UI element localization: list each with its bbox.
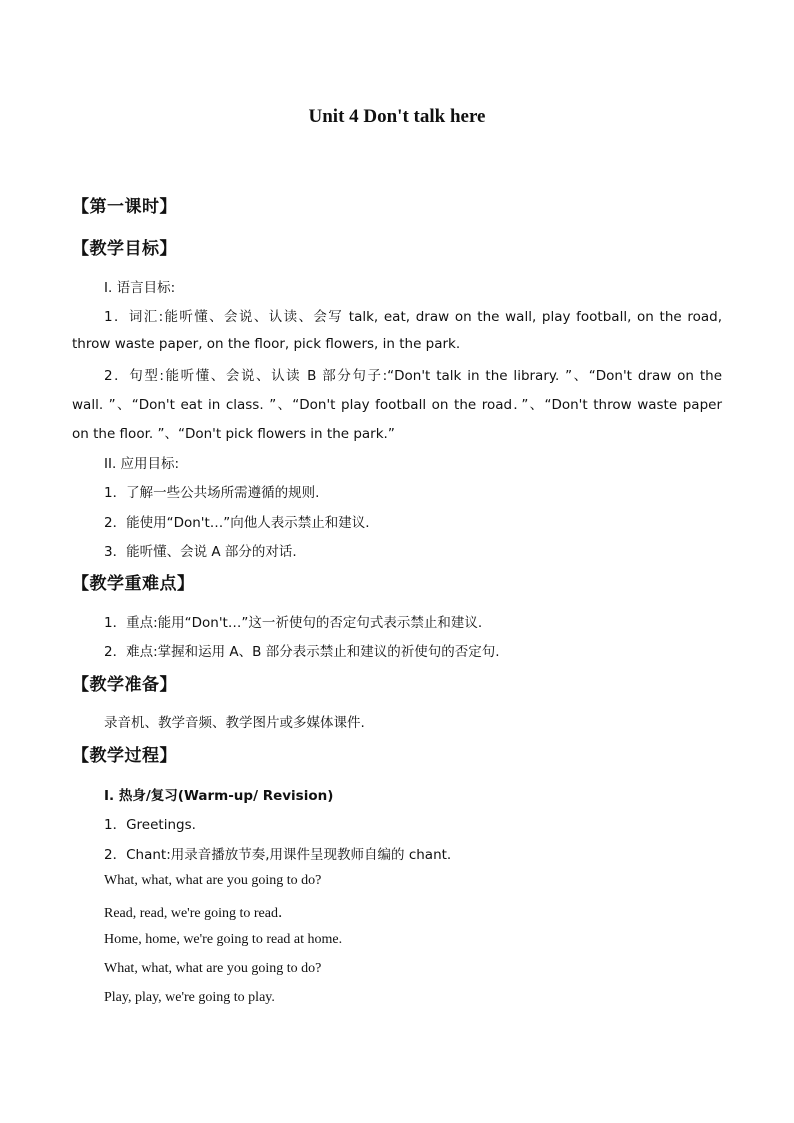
key-point-item: 1．重点:能用“Don't…”这一祈使句的否定句式表示禁止和建议. — [104, 615, 483, 631]
page-title: Unit 4 Don't talk here — [308, 106, 486, 127]
heading-prep: 【教学准备】 — [72, 675, 177, 695]
language-goals-title: I. 语言目标: — [104, 280, 176, 296]
chant-line: What, what, what are you going to do? — [104, 961, 322, 976]
heading-process: 【教学过程】 — [72, 746, 177, 766]
process-step-title: I. 热身/复习(Warm-up/ Revision) — [104, 788, 334, 804]
chant-line: What, what, what are you going to do? — [104, 873, 322, 888]
sentence-line-1: 2．句型:能听懂、会说、认读 B 部分句子:“Don't talk in the library. ”、“Don't draw on the — [104, 368, 722, 384]
heading-key-points: 【教学重难点】 — [72, 574, 195, 594]
chant-line: Home, home, we're going to read at home. — [104, 932, 343, 947]
vocab-line-2: throw waste paper, on the floor, pick flowers, in the park. — [72, 336, 461, 352]
applied-goals-title: II. 应用目标: — [104, 456, 180, 472]
applied-item: 1．了解一些公共场所需遵循的规则. — [104, 485, 320, 501]
process-item: 2．Chant:用录音播放节奏,用课件呈现教师自编的 chant. — [104, 847, 452, 863]
sentence-line-2: wall. ”、“Don't eat in class. ”、“Don't play football on the road．”、“Don't throw waste paper — [72, 397, 722, 413]
chant-line: Read, read, we're going to read． — [104, 906, 292, 921]
sentence-line-3: on the floor. ”、“Don't pick flowers in the park.” — [72, 426, 395, 442]
applied-item: 3．能听懂、会说 A 部分的对话. — [104, 544, 297, 560]
process-item: 1．Greetings. — [104, 817, 196, 833]
prep-text: 录音机、教学音频、教学图片或多媒体课件. — [104, 715, 365, 731]
heading-goals: 【教学目标】 — [72, 239, 177, 259]
vocab-line-1: 1．词汇:能听懂、会说、认读、会写 talk, eat, draw on the wall, play football, on the road, — [104, 309, 722, 325]
key-point-item: 2．难点:掌握和运用 A、B 部分表示禁止和建议的祈使句的否定句. — [104, 644, 500, 660]
chant-line: Play, play, we're going to play. — [104, 990, 275, 1005]
heading-lesson: 【第一课时】 — [72, 197, 177, 217]
applied-item: 2．能使用“Don't…”向他人表示禁止和建议. — [104, 515, 370, 531]
